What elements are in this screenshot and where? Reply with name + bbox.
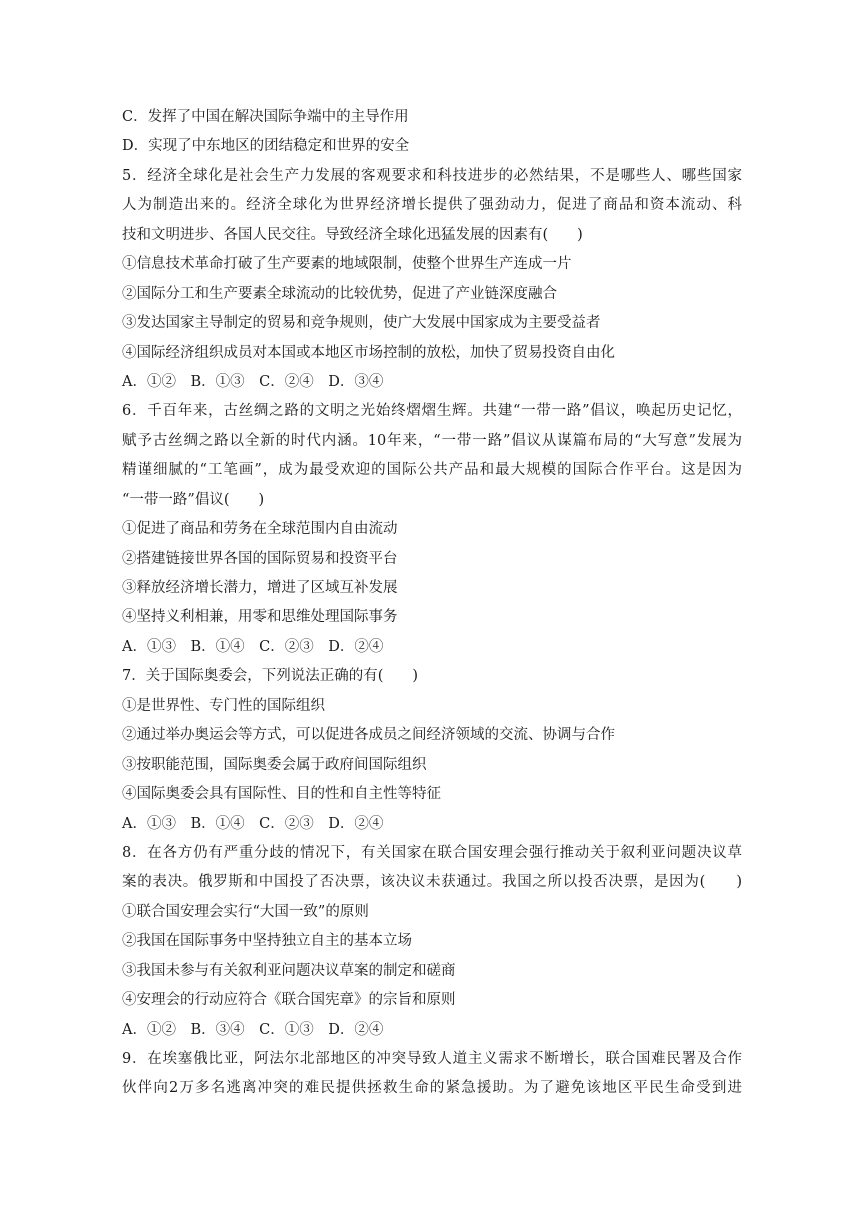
question-text-block [122, 103, 742, 1104]
question-6-stem-line-3: 精谨细腻的“工笔画”，成为最受欢迎的国际公共产品和最大规模的国际合作平台。这是因为 [122, 462, 742, 479]
question-9-stem-line-2: 伙伴向2万多名逃离冲突的难民提供拯救生命的紧急援助。为了避免该地区平民生命受到进 [122, 1080, 742, 1097]
question-8-choices: A．①② B．③④ C．①③ D．②④ [122, 1021, 384, 1038]
question-6-stem-line-1: 6．千百年来，古丝绸之路的文明之光始终熠熠生辉。共建“一带一路”倡议，唤起历史记忆， [122, 403, 742, 420]
question-8-stem-line-1: 8．在各方仍有严重分歧的情况下，有关国家在联合国安理会强行推动关于叙利亚问题决议草 [122, 844, 742, 861]
question-5-statement-4: ④国际经济组织成员对本国或本地区市场控制的放松，加快了贸易投资自由化 [122, 344, 615, 361]
question-8-statement-1: ①联合国安理会实行“大国一致”的原则 [122, 903, 369, 920]
question-5-choices: A．①② B．①③ C．②④ D．③④ [122, 373, 384, 390]
question-5-statement-2: ②国际分工和生产要素全球流动的比较优势，促进了产业链深度融合 [122, 285, 557, 302]
question-6-stem-line-4: “一带一路”倡议( ) [122, 491, 265, 508]
question-9-stem-line-1: 9．在埃塞俄比亚，阿法尔北部地区的冲突导致人道主义需求不断增长，联合国难民署及合作 [122, 1051, 742, 1067]
question-8-statement-3: ③我国未参与有关叙利亚问题决议草案的制定和磋商 [122, 962, 456, 979]
question-7-statement-2: ②通过举办奥运会等方式，可以促进各成员之间经济领域的交流、协调与合作 [122, 727, 615, 744]
option-c-line: C．发挥了中国在解决国际争端中的主导作用 [122, 109, 409, 125]
question-7-statement-3: ③按职能范围，国际奥委会属于政府间国际组织 [122, 756, 427, 773]
question-6-statement-3: ③释放经济增长潜力，增进了区域互补发展 [122, 580, 398, 596]
question-5-stem-line-1: 5．经济全球化是社会生产力发展的客观要求和科技进步的必然结果，不是哪些人、哪些国家 [122, 167, 742, 184]
question-6-choices: A．①③ B．①④ C．②③ D．②④ [122, 638, 384, 655]
question-6-statement-1: ①促进了商品和劳务在全球范围内自由流动 [122, 521, 398, 538]
question-6-stem-line-2: 赋予古丝绸之路以全新的时代内涵。10年来，“一带一路”倡议从谋篇布局的“大写意”发展为 [122, 432, 742, 449]
question-7-choices: A．①③ B．①④ C．②③ D．②④ [122, 815, 384, 832]
question-7-statement-4: ④国际奥委会具有国际性、目的性和自主性等特征 [122, 786, 441, 803]
question-8-stem-line-2: 案的表决。俄罗斯和中国投了否决票，该决议未获通过。我国之所以投否决票，是因为( ) [122, 874, 742, 891]
question-6-statement-4: ④坚持义利相兼，用零和思维处理国际事务 [122, 609, 398, 626]
question-8-statement-4: ④安理会的行动应符合《联合国宪章》的宗旨和原则 [122, 992, 456, 1009]
question-5-statement-3: ③发达国家主导制定的贸易和竞争规则，使广大发展中国家成为主要受益者 [122, 315, 601, 332]
question-7-stem: 7．关于国际奥委会，下列说法正确的有( ) [122, 668, 419, 685]
question-5-stem-line-2: 人为制造出来的。经济全球化为世界经济增长提供了强劲动力，促进了商品和资本流动、科 [122, 197, 742, 214]
question-5-statement-1: ①信息技术革命打破了生产要素的地域限制，使整个世界生产连成一片 [122, 256, 572, 273]
question-6-statement-2: ②搭建链接世界各国的国际贸易和投资平台 [122, 550, 398, 567]
question-7-statement-1: ①是世界性、专门性的国际组织 [122, 697, 325, 714]
question-5-stem-line-3: 技和文明进步、各国人民交往。导致经济全球化迅猛发展的因素有( ) [122, 226, 583, 243]
question-8-statement-2: ②我国在国际事务中坚持独立自主的基本立场 [122, 933, 412, 950]
option-d-line: D．实现了中东地区的团结稳定和世界的安全 [122, 138, 410, 155]
